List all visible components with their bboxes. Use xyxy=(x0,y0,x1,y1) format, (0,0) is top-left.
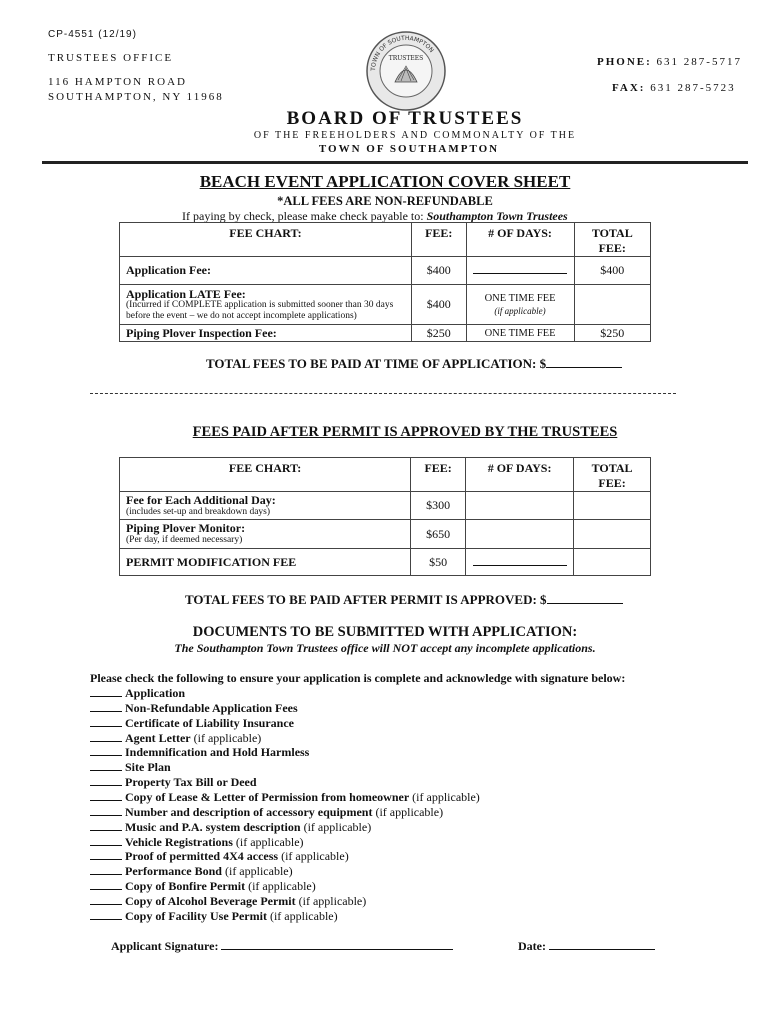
checklist-checkbox[interactable] xyxy=(90,864,122,875)
checklist-checkbox[interactable] xyxy=(90,790,122,801)
non-refundable-note: *ALL FEES ARE NON-REFUNDABLE xyxy=(277,194,493,208)
row-days-cell xyxy=(466,285,574,325)
days-blank[interactable] xyxy=(466,549,574,576)
checklist-item xyxy=(90,849,349,864)
fax-number: 631 287-5723 xyxy=(650,82,736,94)
checklist-item xyxy=(90,894,366,909)
table-row xyxy=(120,520,651,549)
checklist-checkbox[interactable] xyxy=(90,894,122,905)
documents-subtitle: The Southampton Town Trustees office will NOT accept any incomplete applications. xyxy=(174,641,596,655)
checklist-checkbox[interactable] xyxy=(90,909,122,920)
days-field[interactable] xyxy=(466,492,574,520)
check-payee: Southampton Town Trustees xyxy=(426,209,568,223)
checklist-item xyxy=(90,790,480,805)
checklist-item-note: (if applicable) xyxy=(295,893,367,908)
row-total xyxy=(574,285,650,325)
checklist-item xyxy=(90,909,338,924)
documents-title: DOCUMENTS TO BE SUBMITTED WITH APPLICATION: xyxy=(192,624,578,640)
applicant-signature-label: Applicant Signature: xyxy=(111,939,219,953)
total-after-approval-label: TOTAL FEES TO BE PAID AFTER PERMIT IS APPROVED: $ xyxy=(185,592,547,607)
checklist-checkbox[interactable] xyxy=(90,745,122,756)
row-label-cell xyxy=(120,285,412,325)
trustees-seal-icon xyxy=(365,30,447,112)
total-at-application-field[interactable] xyxy=(546,357,622,368)
row-fee: $250 xyxy=(411,325,466,342)
checklist-item-label: Agent Letter xyxy=(125,730,191,745)
checklist-checkbox[interactable] xyxy=(90,760,122,771)
office-address-line2: SOUTHAMPTON, NY 11968 xyxy=(48,91,224,103)
checklist-checkbox[interactable] xyxy=(90,716,122,727)
office-name: TRUSTEES OFFICE xyxy=(48,52,174,64)
total-at-application-label: TOTAL FEES TO BE PAID AT TIME OF APPLICATION: $ xyxy=(206,356,547,371)
header-total: TOTAL FEE: xyxy=(574,223,650,257)
checklist-item-note: (if applicable) xyxy=(190,730,262,745)
applicant-signature-field[interactable] xyxy=(221,939,453,950)
row-fee: $400 xyxy=(411,285,466,325)
days-blank[interactable] xyxy=(466,257,574,285)
checklist-item-note: (if applicable) xyxy=(221,864,293,879)
header-fee-chart: FEE CHART: xyxy=(120,458,411,492)
header-fee: FEE: xyxy=(411,458,466,492)
date-label: Date: xyxy=(518,939,546,953)
checklist-item-label: Copy of Lease & Letter of Permission from homeowner xyxy=(125,789,410,804)
table-row xyxy=(120,257,651,285)
row-label: Fee for Each Additional Day: xyxy=(126,492,276,507)
row-fee: $650 xyxy=(411,520,466,549)
row-fee: $50 xyxy=(411,549,466,576)
checklist-item xyxy=(90,879,316,894)
checklist-item-label: Copy of Facility Use Permit xyxy=(125,908,267,923)
phone-line xyxy=(597,56,742,68)
row-fee: $300 xyxy=(411,492,466,520)
checklist-item-note: (if applicable) xyxy=(278,849,349,864)
checklist-item-label: Copy of Bonfire Permit xyxy=(125,879,246,894)
row-note: (Incurred if COMPLETE application is submitted sooner than 30 days before the event – we do not accept incomplete applications) xyxy=(126,299,394,321)
board-town: TOWN OF SOUTHAMPTON xyxy=(318,143,500,155)
checklist-item-note: (if applicable) xyxy=(232,834,304,849)
header-total: TOTAL FEE: xyxy=(574,458,651,492)
office-address-line1: 116 HAMPTON ROAD xyxy=(48,76,187,88)
header-fee: FEE: xyxy=(411,223,466,257)
checklist-item xyxy=(90,686,185,701)
board-title: BOARD OF TRUSTEES xyxy=(286,108,524,129)
row-days: ONE TIME FEE xyxy=(466,325,574,342)
checklist-item xyxy=(90,745,309,760)
row-total: $400 xyxy=(574,257,650,285)
row-note: (includes set-up and breakdown days) xyxy=(126,506,271,517)
date-field[interactable] xyxy=(549,939,655,950)
form-id: CP-4551 (12/19) xyxy=(48,29,137,40)
table-header-row xyxy=(120,223,651,257)
row-days-note: (if applicable) xyxy=(494,305,546,316)
header-days: # OF DAYS: xyxy=(466,223,574,257)
total-field[interactable] xyxy=(574,492,651,520)
row-label: PERMIT MODIFICATION FEE xyxy=(120,549,411,576)
row-label: Application Fee: xyxy=(120,257,412,285)
checklist-item xyxy=(90,775,257,790)
row-label: Application LATE Fee: xyxy=(126,286,246,301)
checklist-checkbox[interactable] xyxy=(90,731,122,742)
checklist-item-note: (if applicable) xyxy=(372,804,444,819)
checklist-item xyxy=(90,820,371,835)
checklist-item xyxy=(90,731,261,746)
check-note-prefix: If paying by check, please make check payable to: xyxy=(182,209,427,223)
checklist-item-label: Certificate of Liability Insurance xyxy=(125,715,294,730)
checklist-item-label: Site Plan xyxy=(125,760,171,775)
checklist-item-label: Music and P.A. system description xyxy=(125,819,301,834)
total-field[interactable] xyxy=(574,549,651,576)
row-label-cell xyxy=(120,520,411,549)
checklist-item xyxy=(90,760,171,775)
checklist-item-note: (if applicable) xyxy=(266,908,338,923)
checklist-item xyxy=(90,701,298,716)
checklist-checkbox[interactable] xyxy=(90,879,122,890)
total-after-approval xyxy=(185,592,623,608)
checklist-checkbox[interactable] xyxy=(90,686,122,697)
checklist-item xyxy=(90,805,443,820)
phone-number: 631 287-5717 xyxy=(656,56,742,68)
total-field[interactable] xyxy=(574,520,651,549)
checklist-item xyxy=(90,835,304,850)
checklist-item-label: Application xyxy=(125,686,186,700)
fax-line xyxy=(612,82,736,94)
row-fee: $400 xyxy=(411,257,466,285)
date-line xyxy=(518,939,655,954)
seal-ring-text: TOWN OF SOUTHAMPTON xyxy=(369,34,436,72)
fee-chart-table-1 xyxy=(119,222,651,342)
checklist-item-note: (if applicable) xyxy=(245,879,316,894)
table-row xyxy=(120,285,651,325)
table-row xyxy=(120,325,651,342)
phone-label: PHONE: xyxy=(597,56,652,68)
checklist-checkbox[interactable] xyxy=(90,849,122,860)
checklist-item xyxy=(90,864,293,879)
days-field[interactable] xyxy=(466,520,574,549)
checklist-item-label: Vehicle Registrations xyxy=(125,834,233,849)
checklist-checkbox[interactable] xyxy=(90,775,122,786)
checklist-item-label: Property Tax Bill or Deed xyxy=(125,775,257,790)
checklist-item-label: Performance Bond xyxy=(125,864,222,879)
checklist-checkbox[interactable] xyxy=(90,805,122,816)
checklist-item-note: (if applicable) xyxy=(409,789,480,804)
checklist-checkbox[interactable] xyxy=(90,820,122,831)
checklist-item-note: (if applicable) xyxy=(300,819,372,834)
row-days: ONE TIME FEE xyxy=(484,292,556,304)
row-note: (Per day, if deemed necessary) xyxy=(126,535,243,545)
checklist-item xyxy=(90,716,294,731)
row-label: Piping Plover Monitor: xyxy=(126,521,246,535)
row-label-cell xyxy=(120,492,411,520)
row-total: $250 xyxy=(574,325,650,342)
board-subtitle: OF THE FREEHOLDERS AND COMMONALTY OF THE xyxy=(253,130,577,141)
seal-top-text: TRUSTEES xyxy=(388,55,424,62)
total-after-approval-field[interactable] xyxy=(547,593,623,604)
table-header-row xyxy=(120,458,651,492)
fax-label: FAX: xyxy=(612,82,646,94)
total-at-application xyxy=(206,356,622,372)
section2-title: FEES PAID AFTER PERMIT IS APPROVED BY THE TRUSTEES xyxy=(192,424,618,440)
dashed-separator xyxy=(90,393,676,394)
checklist-item-label: Indemnification and Hold Harmless xyxy=(125,745,310,760)
checklist-checkbox[interactable] xyxy=(90,701,122,712)
checklist-checkbox[interactable] xyxy=(90,835,122,846)
checklist-item-label: Number and description of accessory equipment xyxy=(125,804,373,819)
table-row xyxy=(120,549,651,576)
checklist-item-label: Copy of Alcohol Beverage Permit xyxy=(125,893,296,908)
signature-line xyxy=(111,939,453,954)
checklist-item-label: Non-Refundable Application Fees xyxy=(125,700,298,715)
header-divider xyxy=(42,161,748,164)
cover-title: BEACH EVENT APPLICATION COVER SHEET xyxy=(199,172,571,191)
header-days: # OF DAYS: xyxy=(466,458,574,492)
row-label: Piping Plover Inspection Fee: xyxy=(120,325,412,342)
checklist-item-label: Proof of permitted 4X4 access xyxy=(125,849,279,864)
header-fee-chart: FEE CHART: xyxy=(120,223,412,257)
table-row xyxy=(120,492,651,520)
fee-chart-table-2 xyxy=(119,457,651,576)
documents-instruction: Please check the following to ensure your application is complete and acknowledge with signature below: xyxy=(90,671,626,685)
